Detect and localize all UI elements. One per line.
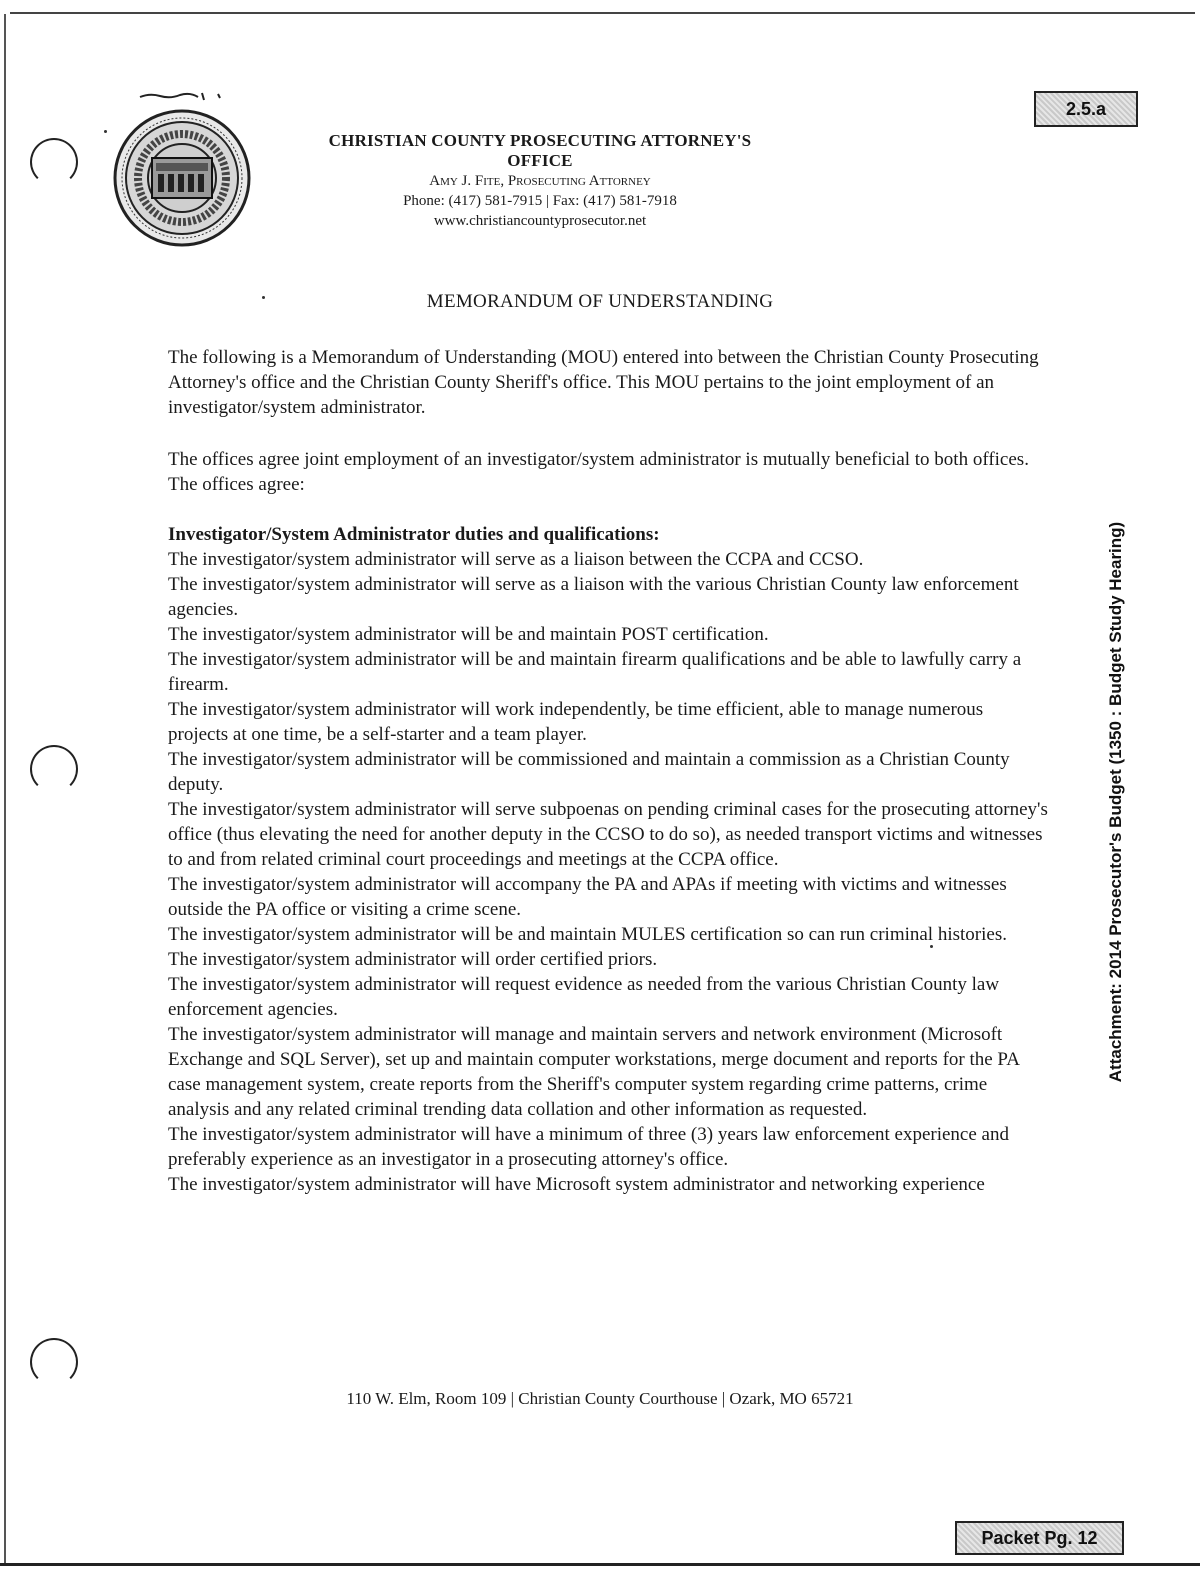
memo-title: MEMORANDUM OF UNDERSTANDING (426, 291, 774, 312)
website-link[interactable]: www.christiancountyprosecutor.net (433, 213, 647, 229)
duty-item: The investigator/system administrator will serve subpoenas on pending criminal cases for the prosecuting attorney's office (thus elevating the need for another deputy in the CCSO to do so), as needed transport victims and witnesses to and from related criminal court proceedings and meetings at the CCPA office. (168, 799, 1048, 870)
duty-item: The investigator/system administrator will be and maintain POST certification. (168, 624, 769, 645)
duties-heading: Investigator/System Administrator duties and qualifications: (168, 524, 660, 545)
punch-hole-icon (30, 745, 78, 793)
scan-speck (104, 130, 107, 133)
punch-hole-icon (30, 1338, 78, 1386)
duty-item: The investigator/system administrator will work independently, be time efficient, able to manage numerous projects at one time, be a self-starter and a team player. (168, 699, 984, 745)
agreement-text: The offices agree joint employment of an investigator/system administrator is mutually beneficial to both offices. The offices agree: (168, 449, 1029, 495)
attorney-name: Amy J. Fite, Prosecuting Attorney (429, 173, 651, 189)
letterhead (320, 131, 760, 231)
left-scan-edge (4, 14, 6, 1564)
contact-phone: Phone: (417) 581-7915 | Fax: (417) 581-7918 (403, 193, 677, 209)
item-number-stamp: 2.5.a (1034, 91, 1138, 127)
duty-item: The investigator/system administrator will accompany the PA and APAs if meeting with victims and witnesses outside the PA office or visiting a crime scene. (168, 874, 1007, 920)
duty-item: The investigator/system administrator will have Microsoft system administrator and networking experience (168, 1174, 985, 1195)
duties-section (168, 522, 1048, 1197)
top-scan-edge (10, 12, 1195, 14)
duty-item: The investigator/system administrator will have a minimum of three (3) years law enforcement experience and preferably experience as an investigator in a prosecuting attorney's office. (168, 1124, 1009, 1170)
packet-page-stamp: Packet Pg. 12 (955, 1521, 1124, 1555)
duty-item: The investigator/system administrator will be and maintain MULES certification so can run criminal histories. (168, 924, 1007, 945)
duty-item: The investigator/system administrator will serve as a liaison with the various Christian County law enforcement agencies. (168, 574, 1019, 620)
duty-item: The investigator/system administrator will request evidence as needed from the various Christian County law enforcement agencies. (168, 974, 1000, 1020)
agreement-paragraph (168, 447, 1048, 497)
duty-item: The investigator/system administrator will manage and maintain servers and network environment (Microsoft Exchange and SQL Server), set up and maintain computer workstations, merge document and reports for the PA case management system, create reports from the Sheriff's computer system regarding crime patterns, crime analysis and any related criminal trending data collation and other information as requested. (168, 1024, 1019, 1120)
duty-item: The investigator/system administrator will serve as a liaison between the CCPA and CCSO. (168, 549, 864, 570)
scan-speck (262, 296, 265, 299)
intro-text: The following is a Memorandum of Understanding (MOU) entered into between the Christian County Prosecuting Attorney's office and the Christian County Sheriff's office. This MOU pertains to the joint employment of an investigator/system administrator. (168, 347, 1039, 418)
bottom-scan-edge (0, 1563, 1200, 1566)
handwritten-mark-icon (138, 90, 228, 102)
attachment-side-label: Attachment: 2014 Prosecutor's Budget (1350 : Budget Study Hearing) (1106, 521, 1125, 1083)
punch-hole-icon (30, 138, 78, 186)
intro-paragraph (168, 345, 1048, 420)
office-address-footer: 110 W. Elm, Room 109 | Christian County Courthouse | Ozark, MO 65721 (346, 1389, 854, 1408)
county-seal-icon (112, 108, 252, 248)
duty-item: The investigator/system administrator will order certified priors. (168, 949, 658, 970)
duty-item: The investigator/system administrator will be and maintain firearm qualifications and be able to lawfully carry a firearm. (168, 649, 1022, 695)
office-name: CHRISTIAN COUNTY PROSECUTING ATTORNEY'S OFFICE (328, 131, 752, 170)
duty-item: The investigator/system administrator will be commissioned and maintain a commission as a Christian County deputy. (168, 749, 1010, 795)
